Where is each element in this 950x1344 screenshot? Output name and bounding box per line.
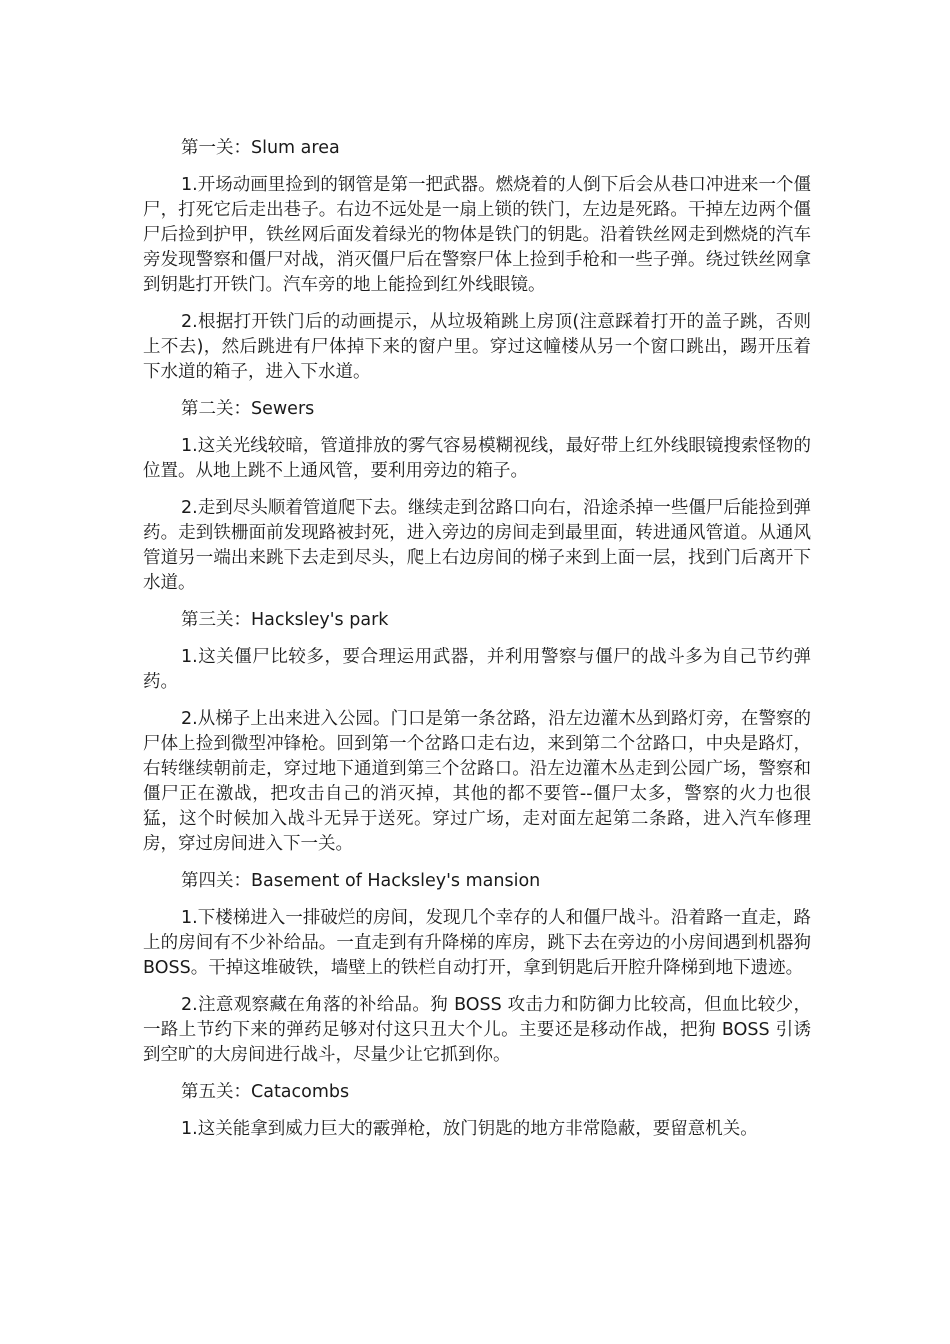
section-4-paragraph-1: 1.下楼梯进入一排破烂的房间，发现几个幸存的人和僵尸战斗。沿着路一直走，路上的房间有不少补给品。一直走到有升降梯的库房，跳下去在旁边的小房间遇到机器狗 BOSS。干掉这堆破铁，墙壁上的铁栏自动打开，拿到钥匙后开腔升降梯到地下遗迹。 — [143, 908, 811, 978]
section-heading-5: 第五关：Catacombs — [181, 1082, 350, 1102]
section-heading-4: 第四关：Basement of Hacksley's mansion — [181, 871, 541, 891]
section-1-paragraph-1: 1.开场动画里捡到的钢管是第一把武器。燃烧着的人倒下后会从巷口冲进来一个僵尸，打死它后走出巷子。右边不远处是一扇上锁的铁门，左边是死路。干掉左边两个僵尸后捡到护甲，铁丝网后面发着绿光的物体是铁门的钥匙。沿着铁丝网走到燃烧的汽车旁发现警察和僵尸对战，消灭僵尸后在警察尸体上捡到手枪和一些子弹。绕过铁丝网拿到钥匙打开铁门。汽车旁的地上能捡到红外线眼镜。 — [143, 175, 811, 295]
section-4-paragraph-2: 2.注意观察藏在角落的补给品。狗 BOSS 攻击力和防御力比较高，但血比较少，一路上节约下来的弹药足够对付这只丑大个儿。主要还是移动作战，把狗 BOSS 引诱到空旷的大房间进行战斗，尽量少让它抓到你。 — [143, 995, 811, 1065]
section-5-paragraph-1: 1.这关能拿到威力巨大的霰弹枪，放门钥匙的地方非常隐蔽，要留意机关。 — [181, 1119, 758, 1139]
section-1-paragraph-2: 2.根据打开铁门后的动画提示，从垃圾箱跳上房顶(注意踩着打开的盖子跳，否则上不去)，然后跳进有尸体掉下来的窗户里。穿过这幢楼从另一个窗口跳出，踢开压着下水道的箱子，进入下水道。 — [143, 312, 811, 382]
section-2-paragraph-1: 1.这关光线较暗，管道排放的雾气容易模糊视线，最好带上红外线眼镜搜索怪物的位置。从地上跳不上通风管，要利用旁边的箱子。 — [143, 436, 811, 481]
section-3-paragraph-1: 1.这关僵尸比较多，要合理运用武器，并利用警察与僵尸的战斗多为自己节约弹药。 — [143, 647, 811, 692]
section-heading-2: 第二关：Sewers — [181, 399, 315, 419]
document-content — [143, 136, 811, 1154]
section-heading-1: 第一关：Slum area — [181, 138, 340, 158]
section-heading-3: 第三关：Hacksley's park — [181, 610, 389, 630]
section-2-paragraph-2: 2.走到尽头顺着管道爬下去。继续走到岔路口向右，沿途杀掉一些僵尸后能捡到弹药。走到铁栅面前发现路被封死，进入旁边的房间走到最里面，转进通风管道。从通风管道另一端出来跳下去走到尽头，爬上右边房间的梯子来到上面一层，找到门后离开下水道。 — [143, 498, 811, 593]
section-3-paragraph-2: 2.从梯子上出来进入公园。门口是第一条岔路，沿左边灌木丛到路灯旁，在警察的尸体上捡到微型冲锋枪。回到第一个岔路口走右边，来到第二个岔路口，中央是路灯，右转继续朝前走，穿过地下通道到第三个岔路口。沿左边灌木丛走到公园广场，警察和僵尸正在激战，把攻击自己的消灭掉，其他的都不要管--僵尸太多，警察的火力也很猛，这个时候加入战斗无异于送死。穿过广场，走对面左起第二条路，进入汽车修理房，穿过房间进入下一关。 — [143, 709, 811, 854]
